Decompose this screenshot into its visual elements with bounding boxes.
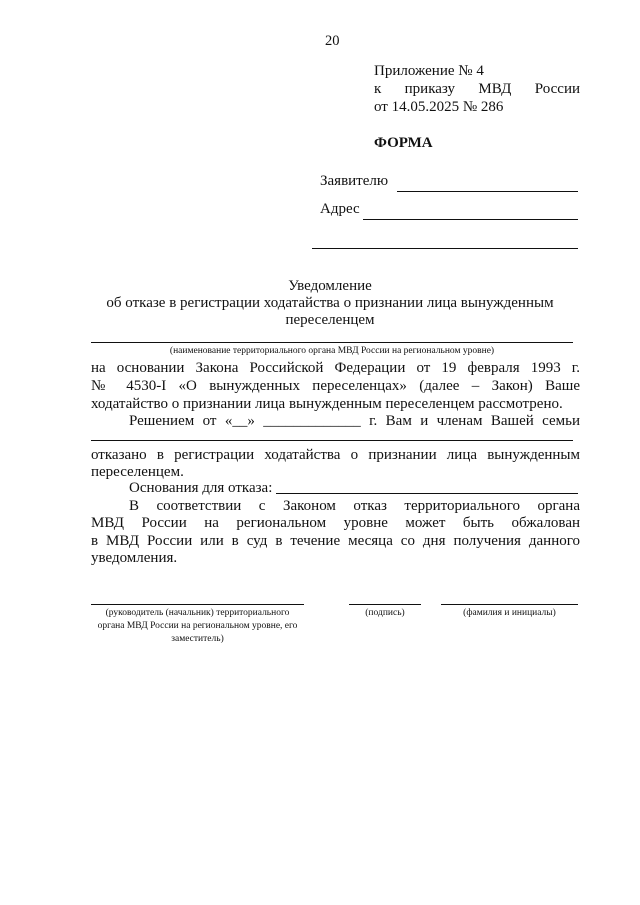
- signature-caption: (подпись): [365, 608, 405, 618]
- head-caption-3: заместитель): [171, 634, 224, 644]
- fullname-caption: (фамилия и инициалы): [463, 608, 556, 618]
- body-p5-line-4: уведомления.: [91, 550, 178, 566]
- applicant-label: Заявителю: [320, 173, 389, 189]
- grounds-label: Основания для отказа:: [129, 480, 273, 496]
- body-p1-line-1: на основании Закона Российской Федерации от 19 февраля 1993 г.: [91, 360, 580, 376]
- body-p1-line-2: № 4530-I «О вынужденных переселенцах» (далее – Закон) Ваше: [91, 378, 580, 394]
- title-line-2: об отказе в регистрации ходатайства о признании лица вынужденным: [106, 295, 554, 311]
- body-p5-line-3: в МВД России или в суд в течение месяца со дня получения данного: [91, 533, 580, 549]
- authority-name-line: [91, 342, 573, 343]
- grounds-field-line: [276, 493, 578, 494]
- authority-caption: (наименование территориального органа МВД России на региональном уровне): [169, 346, 495, 356]
- body-p3-line-1: отказано в регистрации ходатайства о признании лица вынужденным: [91, 447, 580, 463]
- form-label: ФОРМА: [374, 135, 433, 151]
- page-number: 20: [325, 33, 340, 49]
- appendix-line-1: Приложение № 4: [374, 63, 484, 79]
- body-p1-line-3: ходатайство о признании лица вынужденным переселенцем рассмотрено.: [91, 396, 563, 412]
- appendix-prikazu: приказу: [404, 81, 456, 97]
- family-members-line: [91, 440, 573, 441]
- head-signature-line: [91, 604, 304, 605]
- applicant-field-line: [397, 191, 578, 192]
- appendix-mvd: МВД: [478, 81, 512, 97]
- body-p5-line-1: В соответствии с Законом отказ территориального органа: [129, 498, 580, 514]
- head-caption-1: (руководитель (начальник) территориального: [105, 608, 290, 618]
- appendix-line-3: от 14.05.2025 № 286: [374, 99, 504, 115]
- body-p5-line-2: МВД России на региональном уровне может быть обжалован: [91, 515, 580, 531]
- address-field-line: [363, 219, 578, 220]
- head-caption-2: органа МВД России на региональном уровне, его: [97, 621, 298, 631]
- appendix-k: к: [374, 81, 382, 97]
- body-p3-line-2: переселенцем.: [91, 464, 184, 480]
- title-line-3: переселенцем: [285, 312, 375, 328]
- title-line-1: Уведомление: [288, 278, 372, 294]
- appendix-rossii: России: [534, 81, 580, 97]
- appendix-line-2: [374, 80, 580, 98]
- body-decision-line: Решением от «__» _____________ г. Вам и членам Вашей семьи: [129, 413, 580, 429]
- address-field-line-2: [312, 248, 578, 249]
- address-label: Адрес: [320, 201, 360, 217]
- fullname-line: [441, 604, 578, 605]
- signature-line: [349, 604, 421, 605]
